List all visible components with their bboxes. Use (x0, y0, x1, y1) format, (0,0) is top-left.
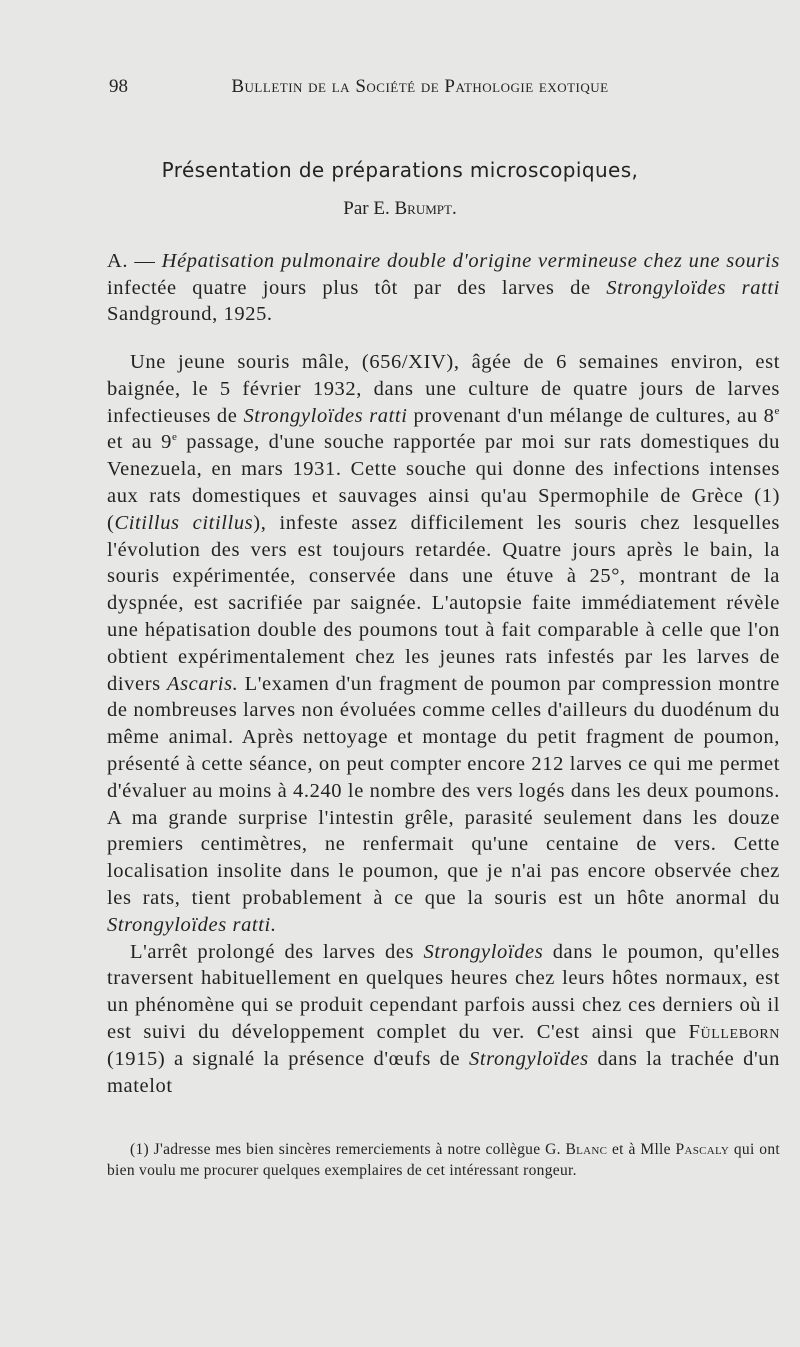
species-name: Ascaris. (166, 672, 239, 695)
text-run: et au 9 (107, 431, 172, 454)
page-number: 98 (109, 76, 128, 97)
section-title-text: infectée quatre jours plus tôt par des larves de (107, 276, 607, 299)
section-a-heading (107, 248, 780, 328)
text-run: qui ont bien voulu me procurer quelques exemplaires de cet intéressant rongeur. (107, 1141, 780, 1179)
cited-person: Blanc (565, 1141, 608, 1158)
section-lead: A. — (107, 250, 162, 272)
species-name: Strongyloïdes (468, 1047, 589, 1070)
text-run: passage, d'une souche rapportée par moi sur rats domestiques du Venezuela, en mars 1931. Cette souche qui donne des infections intenses aux rats domestiques et sauvages ainsi qu'au Spermophile de Grèce (1) ( (107, 431, 780, 534)
cited-author: Fülleborn (688, 1020, 780, 1043)
text-run: (1915) a signalé la présence d'œufs de (107, 1047, 469, 1070)
body-text (107, 349, 780, 1099)
article-title: Présentation de préparations microscopiques, (161, 158, 639, 182)
species-name: Strongyloïdes (423, 940, 544, 963)
footnote (107, 1139, 780, 1181)
author-prefix: Par E. (343, 198, 390, 219)
text-run: L'examen d'un fragment de poumon par compression montre de nombreuses larves non évoluées comme celles d'ailleurs du duodénum du même animal. Après nettoyage et montage du petit fragment de poumon, présenté à cette séance, on peut compter encore 212 larves ce qui me permet d'évaluer au moins à 4.240 le nombre des vers logés dans les deux poumons. A ma grande surprise l'intestin grêle, parasité seulement dans les douze premiers centimètres, ne renfermait qu'une centaine de vers. Cette localisation insolite dans le poumon, que je n'ai pas encore observée chez les rats, tient probablement à ce que la souris est un hôte anormal du (107, 672, 780, 909)
text-run: et à Mlle (607, 1141, 676, 1158)
paragraph (107, 939, 780, 1100)
species-name: Citillus citillus (114, 511, 254, 534)
superscript: e (171, 431, 178, 444)
author-name: Brumpt. (394, 198, 457, 219)
running-header: Bulletin de la Société de Pathologie exotique (231, 76, 609, 97)
text-run: dans la trachée d'un matelot (107, 1047, 780, 1097)
text-run: Une jeune souris mâle, (656/XIV), âgée de 6 semaines environ, est baignée, le 5 février 1932, dans une culture de quatre jours de larves infectieuses de (107, 351, 780, 427)
text-run: provenant d'un mélange de cultures, au 8 (407, 404, 775, 427)
superscript: e (774, 404, 780, 417)
author-line (0, 198, 800, 220)
paragraph (107, 349, 780, 939)
cited-person: Pascaly (675, 1141, 730, 1158)
species-name: Strongyloïdes ratti (243, 404, 408, 427)
text-run: ), infeste assez difficilement les souris chez lesquelles l'évolution des vers est toujours retardée. Quatre jours après le bain, la souris expérimentée, conservée dans une étuve à 25°, montrant de la dyspnée, est sacrifiée par saignée. L'autopsie faite immédiatement révèle une hépatisation double des poumons tout à fait comparable à celle que l'on obtient expérimentalement chez les jeunes rats infestés par les larves de divers (107, 511, 780, 695)
text-run: (1) J'adresse mes bien sincères remerciements à notre collègue G. (130, 1141, 566, 1158)
species-name: Strongyloïdes ratti. (107, 913, 277, 936)
text-run: L'arrêt prolongé des larves des (130, 940, 424, 963)
section-title-text: Sandground, 1925. (107, 303, 273, 325)
section-title-italic: Hépatisation pulmonaire double d'origine vermineuse chez une souris (161, 250, 780, 272)
text-run: dans le poumon, qu'elles traversent habituellement en quelques heures chez leurs hôtes normaux, est un phénomène qui se produit cependant parfois aussi chez ces derniers où il est suivi du développement complet du ver. C'est ainsi que (107, 940, 781, 1043)
species-name: Strongyloïdes ratti (606, 276, 780, 299)
